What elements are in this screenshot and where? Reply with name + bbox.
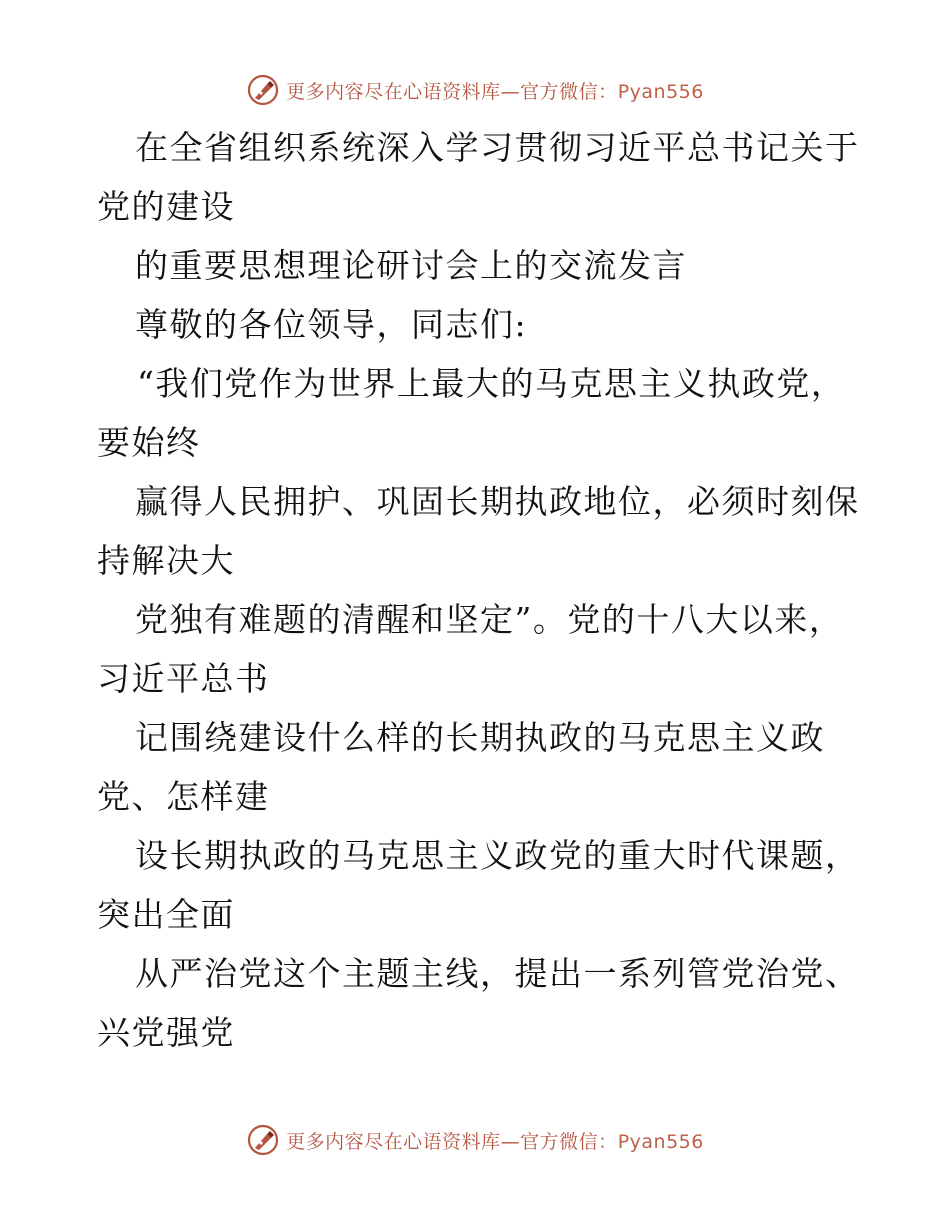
text-line: 党独有难题的清醒和坚定”。党的十八大以来， — [135, 600, 844, 639]
banner-wechat-id: Pyan556 — [617, 80, 704, 103]
text-line: 持解决大 — [97, 541, 235, 580]
text-line: 从严治党这个主题主线，提出一系列管党治党、 — [135, 954, 860, 993]
banner-wechat-label: 官方微信： — [520, 1130, 618, 1153]
text-line: 习近平总书 — [97, 659, 270, 698]
salutation: 尊敬的各位领导，同志们: — [135, 305, 528, 344]
text-line: 要始终 — [97, 423, 201, 462]
banner-site-text: 更多内容尽在心语资料库 — [286, 80, 501, 103]
header-banner — [0, 70, 950, 110]
text-line: 的重要思想理论研讨会上的交流发言 — [135, 246, 687, 285]
document-body — [97, 118, 867, 1062]
text-line: 党、怎样建 — [97, 777, 270, 816]
text-line: 兴党强党 — [97, 1013, 235, 1052]
banner-text — [286, 1127, 704, 1154]
text-line: “我们党作为世界上最大的马克思主义执政党， — [137, 364, 846, 403]
banner-text — [286, 77, 704, 104]
text-line: 赢得人民拥护、巩固长期执政地位，必须时刻保 — [135, 482, 860, 521]
banner-separator: — — [500, 80, 521, 103]
text-line: 设长期执政的马克思主义政党的重大时代课题， — [135, 836, 860, 875]
pen-nib-logo-icon — [246, 1123, 280, 1157]
footer-banner — [0, 1120, 950, 1160]
text-line: 党的建设 — [97, 187, 235, 226]
text-line: 记围绕建设什么样的长期执政的马克思主义政 — [135, 718, 825, 757]
banner-wechat-label: 官方微信： — [520, 80, 618, 103]
pen-nib-logo-icon — [246, 73, 280, 107]
banner-site-text: 更多内容尽在心语资料库 — [286, 1130, 501, 1153]
banner-separator: — — [500, 1130, 521, 1153]
text-line: 在全省组织系统深入学习贯彻习近平总书记关于 — [135, 128, 860, 167]
text-line: 突出全面 — [97, 895, 235, 934]
banner-wechat-id: Pyan556 — [617, 1130, 704, 1153]
